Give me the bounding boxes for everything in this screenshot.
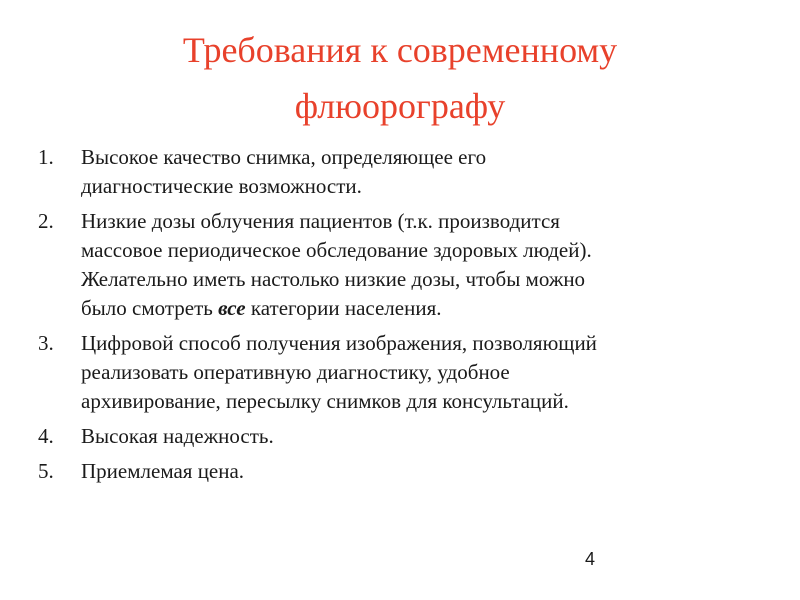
list-item-text-line: Низкие дозы облучения пациентов (т.к. производится <box>81 209 560 233</box>
list-item-number: 3. <box>38 331 54 355</box>
list-item-3 <box>38 329 758 416</box>
page-number: 4 <box>584 549 595 569</box>
list-item-text-line <box>81 294 758 323</box>
requirements-list <box>38 143 758 492</box>
list-item-text-line: архивирование, пересылку снимков для консультаций. <box>81 389 569 413</box>
list-item-5 <box>38 457 758 486</box>
emphasized-word: все <box>218 296 246 320</box>
list-item-number: 5. <box>38 459 54 483</box>
list-item-number: 1. <box>38 145 54 169</box>
list-item-text-line: Высокая надежность. <box>81 424 274 448</box>
list-item-2 <box>38 207 758 323</box>
text-before-emphasis: было смотреть <box>81 296 219 320</box>
slide-title <box>100 22 700 134</box>
text-after-emphasis: категории населения. <box>245 296 442 320</box>
list-item-number: 2. <box>38 209 54 233</box>
list-item-number: 4. <box>38 424 54 448</box>
list-item-text-line: Желательно иметь настолько низкие дозы, чтобы можно <box>81 267 586 291</box>
list-item-1 <box>38 143 758 201</box>
list-item-text-line: диагностические возможности. <box>81 174 362 198</box>
list-item-text-line: Цифровой способ получения изображения, позволяющий <box>81 331 597 355</box>
list-item-4 <box>38 422 758 451</box>
list-item-text-line: Приемлемая цена. <box>81 459 245 483</box>
slide-title-line-1: Требования к современному <box>182 30 618 70</box>
slide-title-line-2: флюорографу <box>294 86 506 126</box>
list-item-text-line: реализовать оперативную диагностику, удобное <box>81 360 510 384</box>
list-item-text-line: массовое периодическое обследование здоровых людей). <box>81 238 592 262</box>
list-item-text-line: Высокое качество снимка, определяющее его <box>81 145 487 169</box>
